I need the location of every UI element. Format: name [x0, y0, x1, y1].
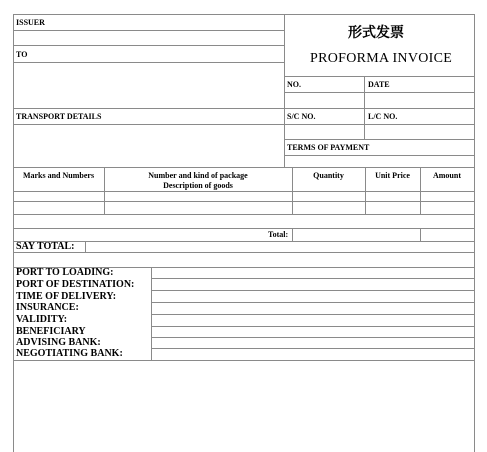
to-label: TO [16, 50, 28, 59]
table-top [13, 167, 475, 168]
title-cn: 形式发票 [348, 25, 404, 41]
no-label: NO. [287, 80, 301, 89]
say-total-bottom [13, 252, 475, 253]
details-bottom [13, 360, 475, 361]
table-row-line [13, 201, 475, 202]
port-of-loading-label: PORT TO LOADING: [16, 267, 114, 278]
details-row-line [151, 348, 475, 349]
insurance-label: INSURANCE: [16, 302, 79, 313]
frame-top-border [13, 14, 475, 15]
date-label: DATE [368, 80, 390, 89]
col-quantity-header: Quantity [313, 171, 344, 180]
to-underline [13, 62, 284, 63]
port-of-destination-label: PORT OF DESTINATION: [16, 279, 135, 290]
total-divider [420, 228, 421, 241]
frame-right-border [474, 14, 475, 452]
total-divider [292, 228, 293, 241]
transport-details-label: TRANSPORT DETAILS [16, 112, 102, 121]
title-en: PROFORMA INVOICE [310, 51, 453, 66]
table-row-line [13, 241, 475, 242]
col-package-header: Number and kind of package [148, 171, 248, 180]
sc-no-label: S/C NO. [287, 112, 316, 121]
advising-bank-label: ADVISING BANK: [16, 337, 101, 348]
no-date-divider [364, 76, 365, 139]
issuer-bottom [13, 45, 284, 46]
say-total-divider [85, 241, 86, 252]
to-bottom [13, 108, 475, 109]
col-amount-header: Amount [432, 171, 461, 180]
validity-label: VALIDITY: [16, 314, 68, 325]
col-description-header: Description of goods [163, 181, 233, 190]
table-row-line [13, 214, 475, 215]
sc-bottom [284, 139, 475, 140]
issuer-label: ISSUER [16, 18, 45, 27]
frame-left-border [13, 14, 14, 452]
details-row-line [151, 326, 475, 327]
title-bottom [284, 76, 475, 77]
details-row-line [151, 278, 475, 279]
say-total-label: SAY TOTAL: [16, 241, 75, 252]
lc-no-label: L/C NO. [368, 112, 398, 121]
time-of-delivery-label: TIME OF DELIVERY: [16, 291, 117, 302]
col-unit-price-header: Unit Price [375, 171, 410, 180]
details-row-line [151, 314, 475, 315]
details-row-line [151, 290, 475, 291]
beneficiary-label: BENEFICIARY [16, 326, 86, 337]
header-divider [284, 14, 285, 167]
terms-of-payment-label: TERMS OF PAYMENT [287, 143, 370, 152]
details-row-line [151, 302, 475, 303]
issuer-underline [13, 30, 284, 31]
table-header-bottom [13, 191, 475, 192]
col-marks-header: Marks and Numbers [22, 171, 95, 180]
terms-underline [284, 155, 475, 156]
total-label: Total: [268, 230, 289, 239]
details-row-line [151, 337, 475, 338]
table-row-line [13, 228, 475, 229]
negotiating-bank-label: NEGOTIATING BANK: [16, 348, 123, 359]
transport-underline [13, 124, 475, 125]
no-underline [284, 92, 475, 93]
